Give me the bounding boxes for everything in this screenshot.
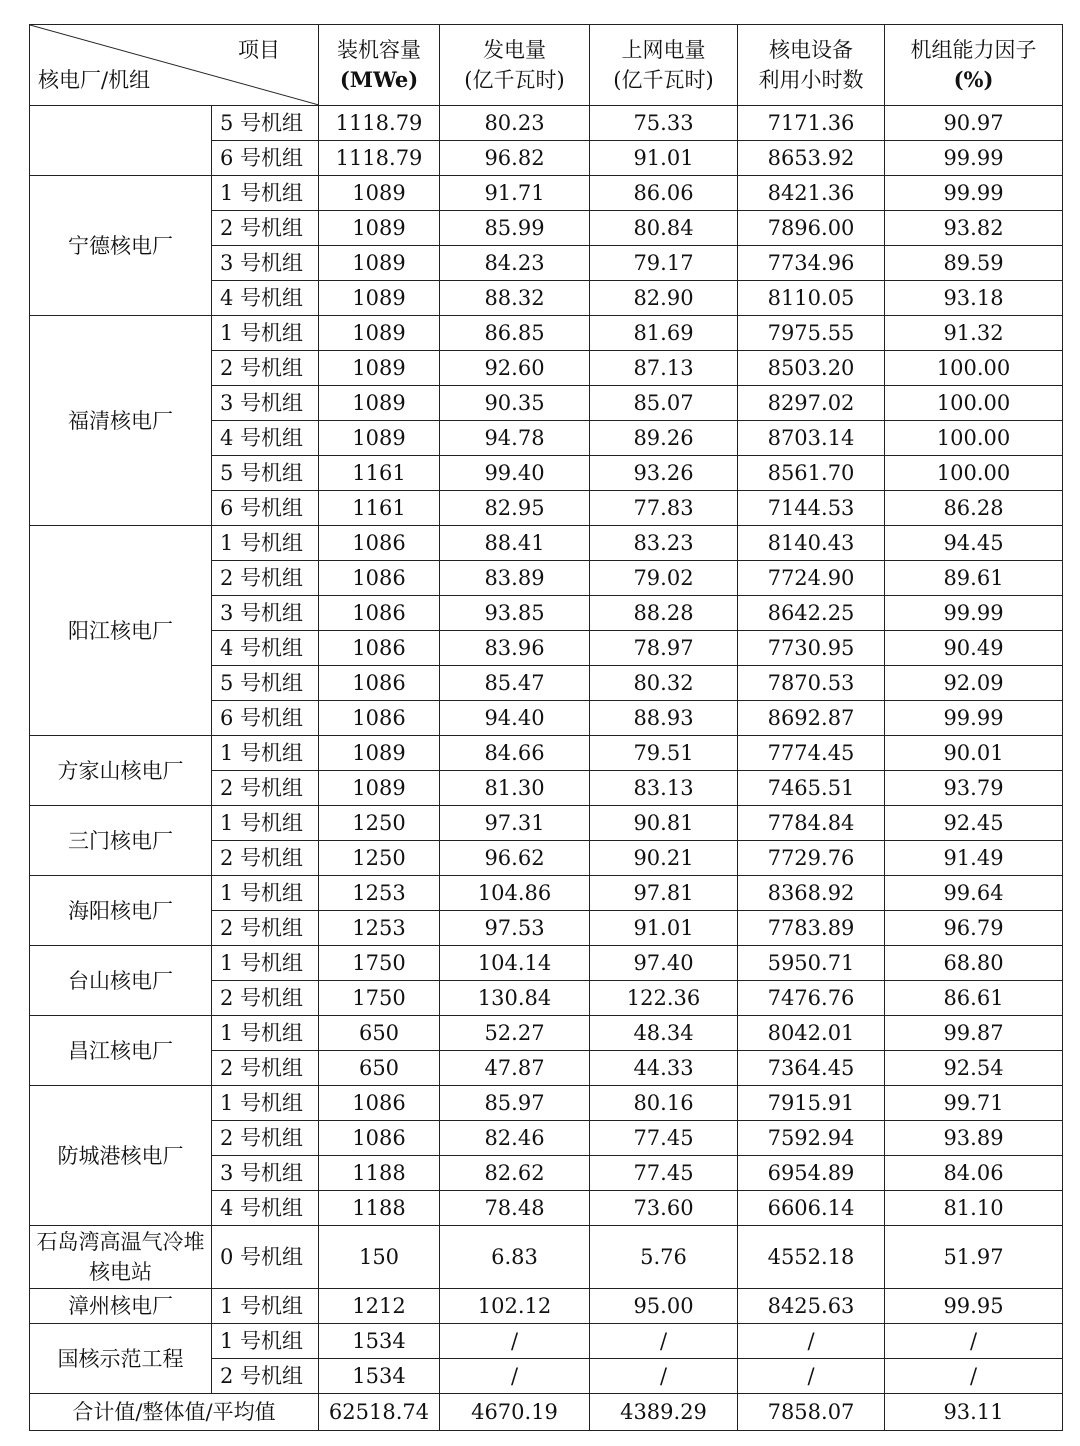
factor-cell: /: [885, 1324, 1063, 1359]
plant-name-cell: 宁德核电厂: [30, 176, 212, 316]
nuclear-plant-table-container: [29, 24, 1062, 1431]
generation-cell: 47.87: [440, 1051, 590, 1086]
factor-cell: 99.99: [885, 596, 1063, 631]
hours-cell: 6954.89: [738, 1156, 885, 1191]
grid-power-cell: /: [590, 1359, 738, 1394]
capacity-cell: 1750: [319, 946, 440, 981]
hours-cell: 8297.02: [738, 386, 885, 421]
hours-cell: 7592.94: [738, 1121, 885, 1156]
plant-name-cell: 昌江核电厂: [30, 1016, 212, 1086]
factor-cell: 90.01: [885, 736, 1063, 771]
generation-cell: 97.53: [440, 911, 590, 946]
grid-power-cell: 95.00: [590, 1289, 738, 1324]
factor-cell: 100.00: [885, 421, 1063, 456]
capacity-cell: 1086: [319, 596, 440, 631]
unit-cell: 2 号机组: [212, 351, 319, 386]
capacity-cell: 1086: [319, 1121, 440, 1156]
table-row: [30, 806, 1063, 841]
capacity-cell: 1161: [319, 491, 440, 526]
capacity-cell: 1089: [319, 771, 440, 806]
hours-cell: 8692.87: [738, 701, 885, 736]
hours-cell: 7784.84: [738, 806, 885, 841]
factor-cell: 99.71: [885, 1086, 1063, 1121]
capacity-cell: 1212: [319, 1289, 440, 1324]
total-value-cell: 93.11: [885, 1394, 1063, 1431]
unit-cell: 4 号机组: [212, 421, 319, 456]
grid-power-cell: 83.23: [590, 526, 738, 561]
grid-power-cell: 122.36: [590, 981, 738, 1016]
grid-power-cell: 80.32: [590, 666, 738, 701]
generation-cell: 86.85: [440, 316, 590, 351]
total-label-cell: 合计值/整体值/平均值: [30, 1394, 319, 1431]
grid-power-cell: 97.40: [590, 946, 738, 981]
table-row: [30, 106, 1063, 141]
capacity-cell: 1086: [319, 1086, 440, 1121]
capacity-cell: 1250: [319, 806, 440, 841]
generation-cell: /: [440, 1359, 590, 1394]
hours-cell: 7870.53: [738, 666, 885, 701]
generation-cell: 92.60: [440, 351, 590, 386]
header-grid-power: 上网电量 (亿千瓦时): [590, 25, 738, 106]
grid-power-cell: 90.81: [590, 806, 738, 841]
header-capacity: 装机容量 (MWe): [319, 25, 440, 106]
grid-power-cell: 88.28: [590, 596, 738, 631]
factor-cell: 100.00: [885, 456, 1063, 491]
unit-cell: 1 号机组: [212, 316, 319, 351]
generation-cell: 78.48: [440, 1191, 590, 1226]
unit-cell: 3 号机组: [212, 1156, 319, 1191]
hours-cell: /: [738, 1359, 885, 1394]
capacity-cell: 1089: [319, 421, 440, 456]
total-value-cell: 62518.74: [319, 1394, 440, 1431]
unit-cell: 2 号机组: [212, 1359, 319, 1394]
plant-name-cell: 福清核电厂: [30, 316, 212, 526]
factor-cell: 99.87: [885, 1016, 1063, 1051]
capacity-cell: 1750: [319, 981, 440, 1016]
capacity-cell: 1253: [319, 876, 440, 911]
generation-cell: 96.82: [440, 141, 590, 176]
grid-power-cell: 90.21: [590, 841, 738, 876]
grid-power-cell: 81.69: [590, 316, 738, 351]
hours-cell: 5950.71: [738, 946, 885, 981]
hours-cell: 7783.89: [738, 911, 885, 946]
generation-cell: 80.23: [440, 106, 590, 141]
generation-cell: 52.27: [440, 1016, 590, 1051]
unit-cell: 2 号机组: [212, 911, 319, 946]
generation-cell: 94.78: [440, 421, 590, 456]
capacity-cell: 1089: [319, 316, 440, 351]
generation-cell: 130.84: [440, 981, 590, 1016]
table-row: [30, 1226, 1063, 1289]
unit-cell: 1 号机组: [212, 806, 319, 841]
grid-power-cell: 82.90: [590, 281, 738, 316]
unit-cell: 2 号机组: [212, 841, 319, 876]
unit-cell: 4 号机组: [212, 281, 319, 316]
hours-cell: 8561.70: [738, 456, 885, 491]
generation-cell: 81.30: [440, 771, 590, 806]
factor-cell: 93.79: [885, 771, 1063, 806]
grid-power-cell: 44.33: [590, 1051, 738, 1086]
hours-cell: 7734.96: [738, 246, 885, 281]
grid-power-cell: 85.07: [590, 386, 738, 421]
capacity-cell: 1086: [319, 561, 440, 596]
hours-cell: 7915.91: [738, 1086, 885, 1121]
factor-cell: 96.79: [885, 911, 1063, 946]
generation-cell: 93.85: [440, 596, 590, 631]
unit-cell: 1 号机组: [212, 1086, 319, 1121]
capacity-cell: 1086: [319, 701, 440, 736]
grid-power-cell: 79.51: [590, 736, 738, 771]
table-row: [30, 946, 1063, 981]
factor-cell: 99.99: [885, 176, 1063, 211]
hours-cell: 8042.01: [738, 1016, 885, 1051]
hours-cell: 8653.92: [738, 141, 885, 176]
factor-cell: 86.61: [885, 981, 1063, 1016]
grid-power-cell: 79.02: [590, 561, 738, 596]
plant-name-cell: 方家山核电厂: [30, 736, 212, 806]
unit-cell: 5 号机组: [212, 456, 319, 491]
generation-cell: 94.40: [440, 701, 590, 736]
grid-power-cell: 48.34: [590, 1016, 738, 1051]
hours-cell: 7730.95: [738, 631, 885, 666]
total-value-cell: 4389.29: [590, 1394, 738, 1431]
capacity-cell: 1250: [319, 841, 440, 876]
factor-cell: 94.45: [885, 526, 1063, 561]
hours-cell: 7144.53: [738, 491, 885, 526]
hours-cell: 8110.05: [738, 281, 885, 316]
unit-cell: 1 号机组: [212, 1016, 319, 1051]
plant-name-cell: 台山核电厂: [30, 946, 212, 1016]
factor-cell: 93.18: [885, 281, 1063, 316]
corner-item-label: 项目: [238, 38, 280, 62]
unit-cell: 1 号机组: [212, 1324, 319, 1359]
grid-power-cell: 86.06: [590, 176, 738, 211]
hours-cell: 8368.92: [738, 876, 885, 911]
plant-name-cell: 漳州核电厂: [30, 1289, 212, 1324]
hours-cell: /: [738, 1324, 885, 1359]
capacity-cell: 150: [319, 1226, 440, 1289]
unit-cell: 3 号机组: [212, 596, 319, 631]
grid-power-cell: 78.97: [590, 631, 738, 666]
hours-cell: 7896.00: [738, 211, 885, 246]
generation-cell: 84.66: [440, 736, 590, 771]
hours-cell: 7364.45: [738, 1051, 885, 1086]
table-row: [30, 1016, 1063, 1051]
unit-cell: 1 号机组: [212, 946, 319, 981]
plant-name-cell: [30, 106, 212, 176]
unit-cell: 1 号机组: [212, 526, 319, 561]
grid-power-cell: 80.16: [590, 1086, 738, 1121]
factor-cell: 89.61: [885, 561, 1063, 596]
factor-cell: 99.99: [885, 701, 1063, 736]
capacity-cell: 1089: [319, 351, 440, 386]
hours-cell: 7774.45: [738, 736, 885, 771]
unit-cell: 5 号机组: [212, 106, 319, 141]
grid-power-cell: 97.81: [590, 876, 738, 911]
capacity-cell: 1534: [319, 1324, 440, 1359]
factor-cell: 93.82: [885, 211, 1063, 246]
unit-cell: 1 号机组: [212, 736, 319, 771]
unit-cell: 6 号机组: [212, 141, 319, 176]
factor-cell: 91.32: [885, 316, 1063, 351]
total-row: [30, 1394, 1063, 1431]
plant-name-cell: 防城港核电厂: [30, 1086, 212, 1226]
total-value-cell: 7858.07: [738, 1394, 885, 1431]
factor-cell: 100.00: [885, 386, 1063, 421]
capacity-cell: 1089: [319, 736, 440, 771]
capacity-cell: 650: [319, 1016, 440, 1051]
unit-cell: 1 号机组: [212, 176, 319, 211]
unit-cell: 3 号机组: [212, 386, 319, 421]
generation-cell: 6.83: [440, 1226, 590, 1289]
header-capability-factor: 机组能力因子 (%): [885, 25, 1063, 106]
hours-cell: 8425.63: [738, 1289, 885, 1324]
plant-name-cell: 国核示范工程: [30, 1324, 212, 1394]
hours-cell: 8503.20: [738, 351, 885, 386]
generation-cell: 102.12: [440, 1289, 590, 1324]
factor-cell: 99.99: [885, 141, 1063, 176]
capacity-cell: 650: [319, 1051, 440, 1086]
generation-cell: 82.95: [440, 491, 590, 526]
hours-cell: 6606.14: [738, 1191, 885, 1226]
grid-power-cell: 73.60: [590, 1191, 738, 1226]
plant-name-cell: 海阳核电厂: [30, 876, 212, 946]
hours-cell: 8703.14: [738, 421, 885, 456]
capacity-cell: 1089: [319, 281, 440, 316]
generation-cell: 85.97: [440, 1086, 590, 1121]
generation-cell: 91.71: [440, 176, 590, 211]
unit-cell: 4 号机组: [212, 631, 319, 666]
table-row: [30, 1289, 1063, 1324]
factor-cell: /: [885, 1359, 1063, 1394]
factor-cell: 51.97: [885, 1226, 1063, 1289]
generation-cell: 97.31: [440, 806, 590, 841]
grid-power-cell: 5.76: [590, 1226, 738, 1289]
unit-cell: 6 号机组: [212, 701, 319, 736]
hours-cell: 8421.36: [738, 176, 885, 211]
unit-cell: 2 号机组: [212, 1051, 319, 1086]
total-value-cell: 4670.19: [440, 1394, 590, 1431]
generation-cell: 83.89: [440, 561, 590, 596]
table-row: [30, 876, 1063, 911]
generation-cell: 85.47: [440, 666, 590, 701]
unit-cell: 2 号机组: [212, 561, 319, 596]
generation-cell: 96.62: [440, 841, 590, 876]
unit-cell: 2 号机组: [212, 981, 319, 1016]
table-row: [30, 526, 1063, 561]
unit-cell: 2 号机组: [212, 211, 319, 246]
factor-cell: 91.49: [885, 841, 1063, 876]
capacity-cell: 1118.79: [319, 141, 440, 176]
generation-cell: 84.23: [440, 246, 590, 281]
factor-cell: 93.89: [885, 1121, 1063, 1156]
capacity-cell: 1253: [319, 911, 440, 946]
hours-cell: 7729.76: [738, 841, 885, 876]
factor-cell: 99.64: [885, 876, 1063, 911]
factor-cell: 81.10: [885, 1191, 1063, 1226]
capacity-cell: 1086: [319, 526, 440, 561]
unit-cell: 2 号机组: [212, 771, 319, 806]
table-row: [30, 736, 1063, 771]
factor-cell: 90.49: [885, 631, 1063, 666]
grid-power-cell: 80.84: [590, 211, 738, 246]
header-row: [30, 25, 1063, 106]
hours-cell: 4552.18: [738, 1226, 885, 1289]
table-body: [30, 106, 1063, 1431]
hours-cell: 7724.90: [738, 561, 885, 596]
grid-power-cell: 79.17: [590, 246, 738, 281]
capacity-cell: 1089: [319, 386, 440, 421]
factor-cell: 89.59: [885, 246, 1063, 281]
plant-name-cell: 石岛湾高温气冷堆核电站: [30, 1226, 212, 1289]
grid-power-cell: 75.33: [590, 106, 738, 141]
generation-cell: 104.14: [440, 946, 590, 981]
factor-cell: 99.95: [885, 1289, 1063, 1324]
grid-power-cell: 91.01: [590, 911, 738, 946]
grid-power-cell: 91.01: [590, 141, 738, 176]
generation-cell: 82.46: [440, 1121, 590, 1156]
unit-cell: 2 号机组: [212, 1121, 319, 1156]
unit-cell: 1 号机组: [212, 876, 319, 911]
factor-cell: 86.28: [885, 491, 1063, 526]
unit-cell: 4 号机组: [212, 1191, 319, 1226]
unit-cell: 1 号机组: [212, 1289, 319, 1324]
hours-cell: 8642.25: [738, 596, 885, 631]
generation-cell: 85.99: [440, 211, 590, 246]
capacity-cell: 1118.79: [319, 106, 440, 141]
unit-cell: 5 号机组: [212, 666, 319, 701]
grid-power-cell: 77.83: [590, 491, 738, 526]
capacity-cell: 1086: [319, 631, 440, 666]
factor-cell: 92.54: [885, 1051, 1063, 1086]
grid-power-cell: 77.45: [590, 1121, 738, 1156]
generation-cell: 88.32: [440, 281, 590, 316]
grid-power-cell: 83.13: [590, 771, 738, 806]
unit-cell: 3 号机组: [212, 246, 319, 281]
capacity-cell: 1089: [319, 246, 440, 281]
factor-cell: 92.45: [885, 806, 1063, 841]
hours-cell: 7465.51: [738, 771, 885, 806]
grid-power-cell: 89.26: [590, 421, 738, 456]
plant-name-cell: 阳江核电厂: [30, 526, 212, 736]
table-row: [30, 176, 1063, 211]
capacity-cell: 1161: [319, 456, 440, 491]
generation-cell: 88.41: [440, 526, 590, 561]
capacity-cell: 1188: [319, 1191, 440, 1226]
capacity-cell: 1089: [319, 176, 440, 211]
corner-plant-label: 核电厂/机组: [38, 68, 151, 92]
table-row: [30, 1086, 1063, 1121]
hours-cell: 7975.55: [738, 316, 885, 351]
factor-cell: 68.80: [885, 946, 1063, 981]
generation-cell: /: [440, 1324, 590, 1359]
unit-cell: 0 号机组: [212, 1226, 319, 1289]
capacity-cell: 1188: [319, 1156, 440, 1191]
factor-cell: 92.09: [885, 666, 1063, 701]
factor-cell: 100.00: [885, 351, 1063, 386]
hours-cell: 7476.76: [738, 981, 885, 1016]
capacity-cell: 1534: [319, 1359, 440, 1394]
nuclear-plant-table: [29, 24, 1063, 1431]
header-utilization-hours: 核电设备 利用小时数: [738, 25, 885, 106]
hours-cell: 8140.43: [738, 526, 885, 561]
generation-cell: 82.62: [440, 1156, 590, 1191]
factor-cell: 90.97: [885, 106, 1063, 141]
header-generation: 发电量 (亿千瓦时): [440, 25, 590, 106]
grid-power-cell: 87.13: [590, 351, 738, 386]
grid-power-cell: 77.45: [590, 1156, 738, 1191]
generation-cell: 83.96: [440, 631, 590, 666]
corner-header-cell: [30, 25, 319, 106]
unit-cell: 6 号机组: [212, 491, 319, 526]
grid-power-cell: 88.93: [590, 701, 738, 736]
grid-power-cell: 93.26: [590, 456, 738, 491]
plant-name-cell: 三门核电厂: [30, 806, 212, 876]
factor-cell: 84.06: [885, 1156, 1063, 1191]
generation-cell: 99.40: [440, 456, 590, 491]
generation-cell: 90.35: [440, 386, 590, 421]
capacity-cell: 1086: [319, 666, 440, 701]
hours-cell: 7171.36: [738, 106, 885, 141]
generation-cell: 104.86: [440, 876, 590, 911]
table-row: [30, 316, 1063, 351]
capacity-cell: 1089: [319, 211, 440, 246]
grid-power-cell: /: [590, 1324, 738, 1359]
table-row: [30, 1324, 1063, 1359]
